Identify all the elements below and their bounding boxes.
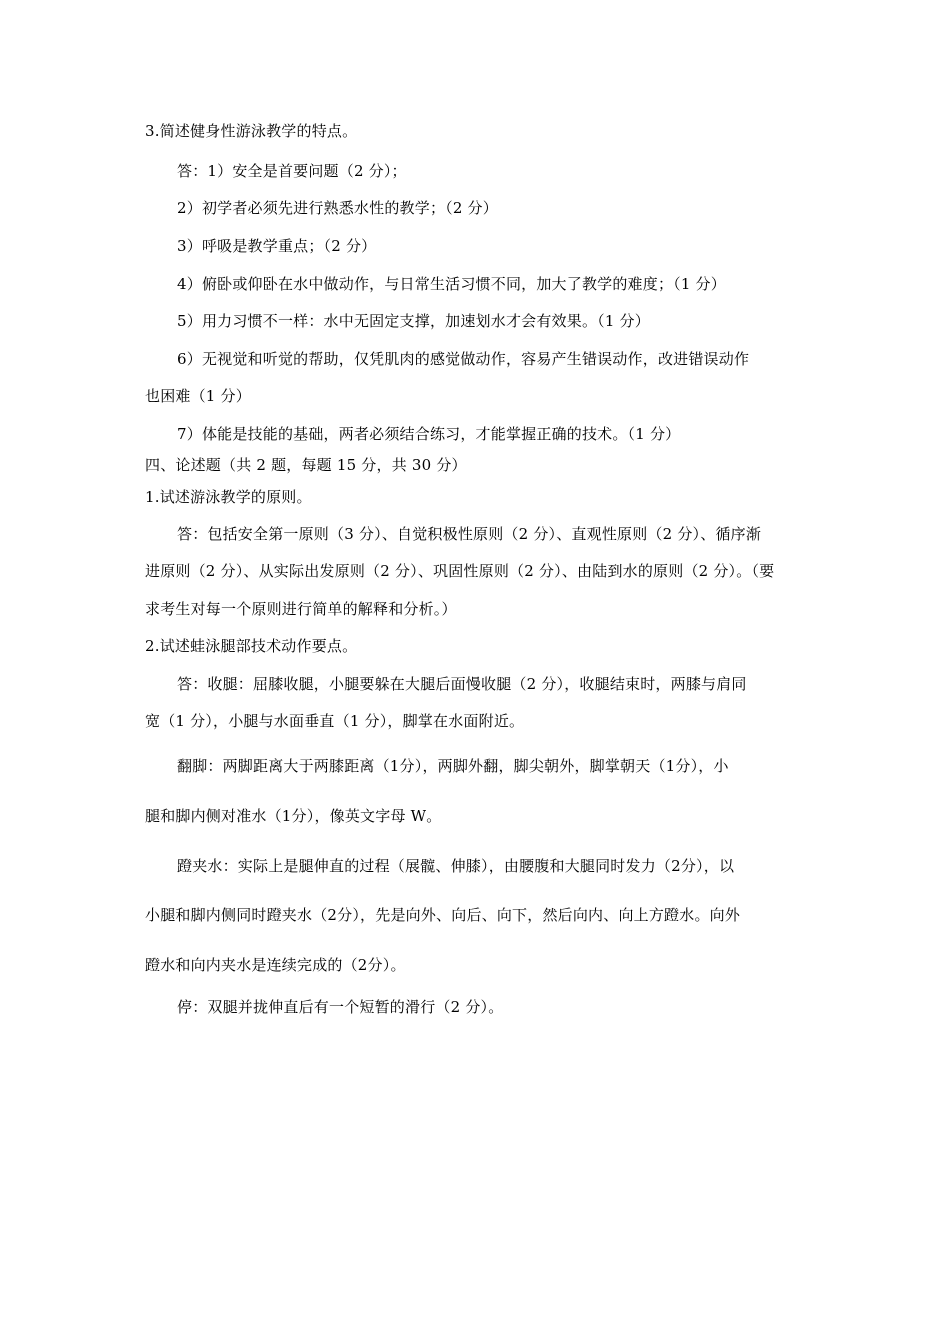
answer-line: 进原则（2 分）、从实际出发原则（2 分）、巩固性原则（2 分）、由陆到水的原则（2 分）。（要 xyxy=(145,562,775,580)
answer-line: 2）初学者必须先进行熟悉水性的教学；（2 分） xyxy=(177,199,498,217)
answer-line: 也困难（1 分） xyxy=(145,387,251,405)
section-heading: 四、论述题（共 2 题，每题 15 分，共 30 分） xyxy=(145,456,467,474)
answer-line: 答：包括安全第一原则（3 分）、自觉积极性原则（2 分）、直观性原则（2 分）、循序渐 xyxy=(177,525,762,543)
answer-line: 答：1）安全是首要问题（2 分）； xyxy=(177,162,407,180)
answer-line: 3）呼吸是教学重点；（2 分） xyxy=(177,237,377,255)
question-2-title: 2.试述蛙泳腿部技术动作要点。 xyxy=(145,637,358,655)
answer-line: 宽（1 分），小腿与水面垂直（1 分），脚掌在水面附近。 xyxy=(145,712,525,730)
answer-line: 求考生对每一个原则进行简单的解释和分析。） xyxy=(145,600,457,618)
answer-line: 4）俯卧或仰卧在水中做动作，与日常生活习惯不同，加大了教学的难度；（1 分） xyxy=(177,275,726,293)
answer-line: 6）无视觉和听觉的帮助，仅凭肌肉的感觉做动作，容易产生错误动作，改进错误动作 xyxy=(177,350,750,368)
answer-line: 答：收腿：屈膝收腿，小腿要躲在大腿后面慢收腿（2 分），收腿结束时，两膝与肩同 xyxy=(177,675,747,693)
answer-line: 翻脚：两脚距离大于两膝距离（1分），两脚外翻，脚尖朝外，脚掌朝天（1分），小 xyxy=(177,757,729,775)
answer-line: 停：双腿并拢伸直后有一个短暂的滑行（2 分）。 xyxy=(177,998,504,1016)
answer-line: 蹬夹水：实际上是腿伸直的过程（展髋、伸膝），由腰腹和大腿同时发力（2分），以 xyxy=(177,857,735,875)
answer-line: 蹬水和向内夹水是连续完成的（2分）。 xyxy=(145,956,406,974)
answer-line: 小腿和脚内侧同时蹬夹水（2分），先是向外、向后、向下，然后向内、向上方蹬水。向外 xyxy=(145,906,741,924)
answer-line: 7）体能是技能的基础，两者必须结合练习，才能掌握正确的技术。（1 分） xyxy=(177,425,681,443)
question-1-title: 1.试述游泳教学的原则。 xyxy=(145,488,312,506)
answer-line: 腿和脚内侧对准水（1分），像英文字母 W。 xyxy=(145,807,442,825)
question-3-title: 3.简述健身性游泳教学的特点。 xyxy=(145,122,358,140)
answer-line: 5）用力习惯不一样：水中无固定支撑，加速划水才会有效果。（1 分） xyxy=(177,312,650,330)
